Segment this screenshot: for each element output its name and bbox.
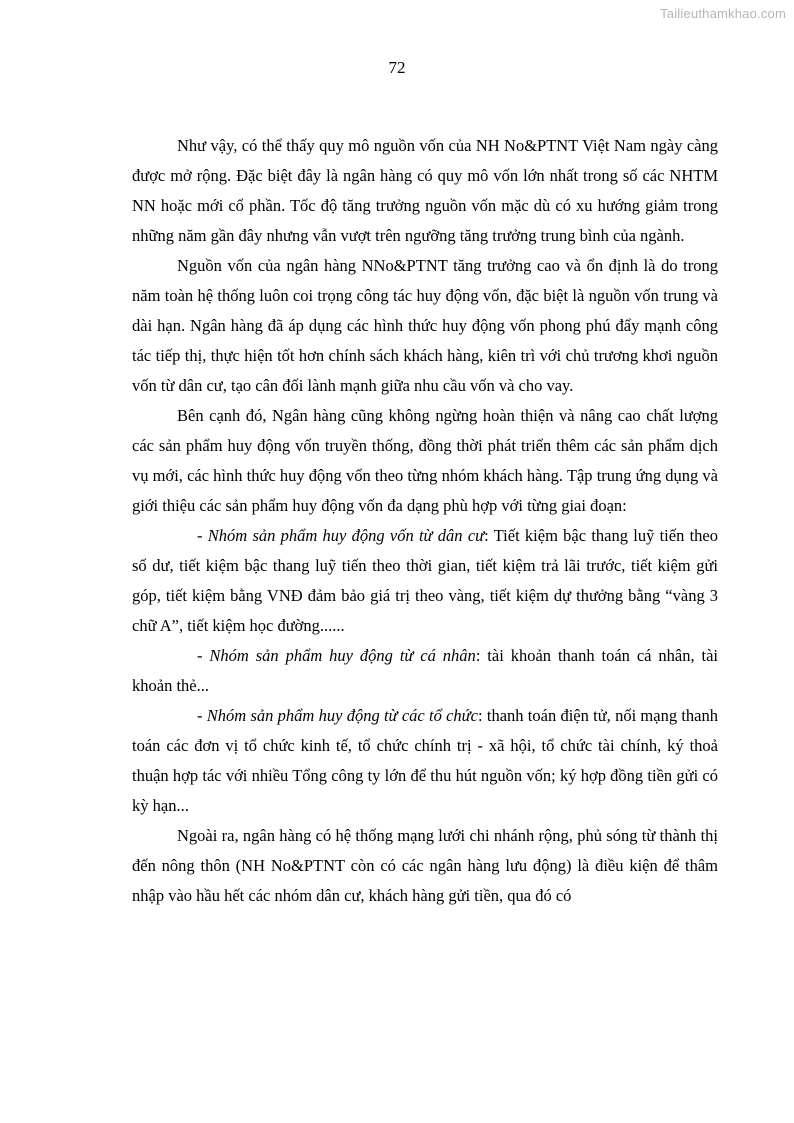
- paragraph: Như vậy, có thể thấy quy mô nguồn vốn của NH No&PTNT Việt Nam ngày càng được mở rộng. Đặc biệt đây là ngân hàng có quy mô vốn lớn nhất trong số các NHTM NN hoặc mới cổ phần. Tốc độ tăng trưởng nguồn vốn mặc dù có xu hướng giảm trong những năm gần đây nhưng vẫn vượt trên ngưỡng tăng trưởng trung bình của ngành.: [132, 136, 718, 245]
- item-text: : tài khoản thanh toán cá nhân, tài khoản thẻ...: [132, 646, 719, 695]
- item-title: Nhóm sản phẩm huy động từ các tổ chức: [206, 706, 478, 725]
- paragraph: Bên cạnh đó, Ngân hàng cũng không ngừng hoàn thiện và nâng cao chất lượng các sản phẩm huy động vốn truyền thống, đồng thời phát triển thêm các sản phẩm dịch vụ mới, các hình thức huy động vốn theo từng nhóm khách hàng. Tập trung ứng dụng và giới thiệu các sản phẩm huy động vốn đa dạng phù hợp với từng giai đoạn:: [132, 406, 718, 515]
- item-text: : Tiết kiệm bậc thang luỹ tiến theo số dư, tiết kiệm bậc thang luỹ tiến theo thời gian, tiết kiệm trả lãi trước, tiết kiệm gửi góp, tiết kiệm bằng VNĐ đảm bảo giá trị theo vàng, tiết kiệm dự thưởng bằng “vàng 3 chữ A”, tiết kiệm học đường......: [132, 526, 719, 635]
- item-title: Nhóm sản phẩm huy động vốn từ dân cư: [207, 526, 485, 545]
- item-prefix: -: [197, 526, 208, 545]
- list-item: [132, 701, 718, 821]
- item-text: : thanh toán điện tử, nối mạng thanh toán các đơn vị tổ chức kinh tế, tổ chức chính trị - xã hội, tổ chức tài chính, ký thoả thuận hợp tác với nhiều Tổng công ty lớn để thu hút nguồn vốn; ký hợp đồng tiền gửi có kỳ hạn...: [132, 706, 719, 815]
- item-title: Nhóm sản phẩm huy động từ cá nhân: [209, 646, 476, 665]
- list-item: [132, 521, 718, 641]
- document-body: [132, 131, 718, 911]
- list-item: [132, 641, 718, 701]
- page-number: 72: [388, 58, 406, 77]
- watermark: Tailieuthamkhao.com: [660, 6, 786, 21]
- paragraph: Nguồn vốn của ngân hàng NNo&PTNT tăng trưởng cao và ổn định là do trong năm toàn hệ thống luôn coi trọng công tác huy động vốn, đặc biệt là nguồn vốn trung và dài hạn. Ngân hàng đã áp dụng các hình thức huy động vốn phong phú đẩy mạnh công tác tiếp thị, thực hiện tốt hơn chính sách khách hàng, kiên trì với chủ trương khơi nguồn vốn từ dân cư, tạo cân đối lành mạnh giữa nhu cầu vốn và cho vay.: [132, 256, 718, 395]
- item-prefix: -: [197, 706, 207, 725]
- item-prefix: -: [197, 646, 210, 665]
- paragraph: Ngoài ra, ngân hàng có hệ thống mạng lưới chi nhánh rộng, phủ sóng từ thành thị đến nông thôn (NH No&PTNT còn có các ngân hàng lưu động) là điều kiện để thâm nhập vào hầu hết các nhóm dân cư, khách hàng gửi tiền, qua đó có: [132, 826, 718, 905]
